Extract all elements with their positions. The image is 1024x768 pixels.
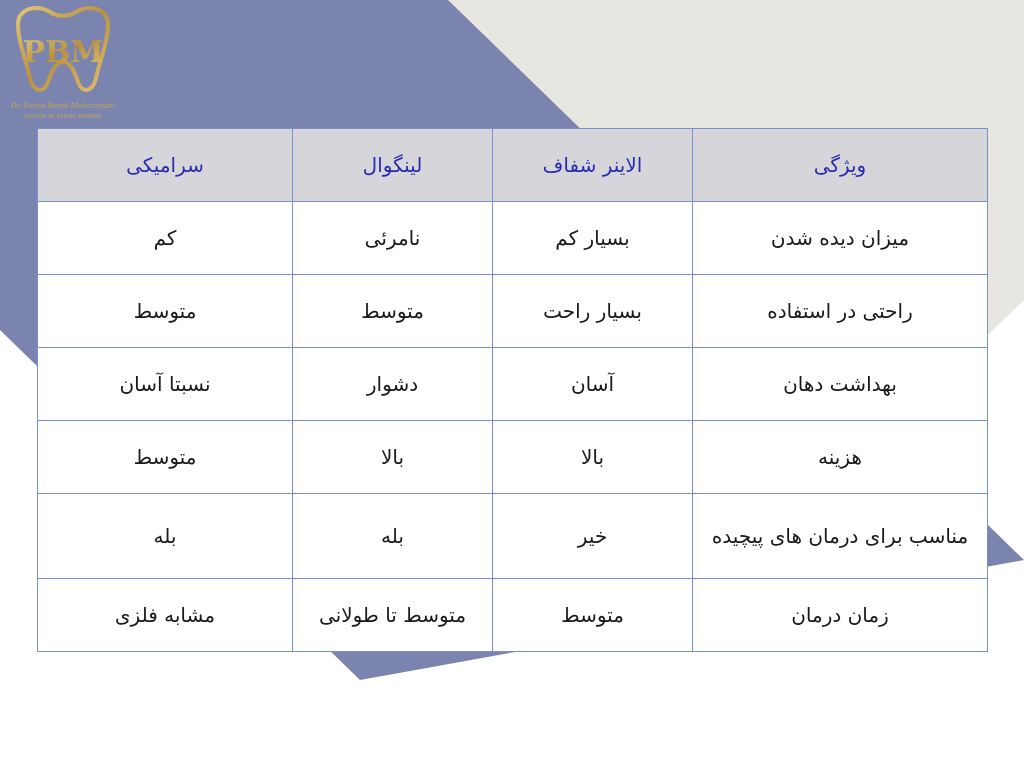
- table-cell: بهداشت دهان: [693, 348, 988, 421]
- table-row: [38, 421, 988, 494]
- header-lingual: لینگوال: [293, 129, 493, 202]
- table-cell: متوسط: [493, 579, 693, 652]
- table-cell: بسیار راحت: [493, 275, 693, 348]
- table-cell: زمان درمان: [693, 579, 988, 652]
- header-feature: ویژگی: [693, 129, 988, 202]
- table-cell: بسیار کم: [493, 202, 693, 275]
- table-cell: راحتی در استفاده: [693, 275, 988, 348]
- comparison-table-container: [37, 128, 987, 652]
- table-row: [38, 579, 988, 652]
- table-cell: دشوار: [293, 348, 493, 421]
- table-row: [38, 202, 988, 275]
- table-cell: خیر: [493, 494, 693, 579]
- table-cell: بالا: [493, 421, 693, 494]
- table-row: [38, 275, 988, 348]
- logo-subtitle: DOCTOR OF DENTAL SURGERY: [24, 114, 102, 120]
- table-cell: متوسط تا طولانی: [293, 579, 493, 652]
- table-cell: هزینه: [693, 421, 988, 494]
- table-cell: کم: [38, 202, 293, 275]
- table-cell: بالا: [293, 421, 493, 494]
- table-cell: آسان: [493, 348, 693, 421]
- logo-monogram: PBM: [22, 35, 104, 70]
- table-cell: میزان دیده شدن: [693, 202, 988, 275]
- table-cell: مشابه فلزی: [38, 579, 293, 652]
- comparison-table: [37, 128, 988, 652]
- header-ceramic: سرامیکی: [38, 129, 293, 202]
- table-row: [38, 348, 988, 421]
- table-cell: نامرئی: [293, 202, 493, 275]
- table-cell: بله: [38, 494, 293, 579]
- logo-tagline: Dr. Parisa Bandi Mohammadi: [11, 102, 115, 110]
- table-header-row: [38, 129, 988, 202]
- table-row: [38, 494, 988, 579]
- table-cell: بله: [293, 494, 493, 579]
- table-cell: متوسط: [293, 275, 493, 348]
- table-cell: متوسط: [38, 275, 293, 348]
- header-clear-aligner: الاینر شفاف: [493, 129, 693, 202]
- table-cell: مناسب برای درمان های پیچیده: [693, 494, 988, 579]
- table-cell: متوسط: [38, 421, 293, 494]
- table-cell: نسبتا آسان: [38, 348, 293, 421]
- pbm-logo: [8, 4, 118, 122]
